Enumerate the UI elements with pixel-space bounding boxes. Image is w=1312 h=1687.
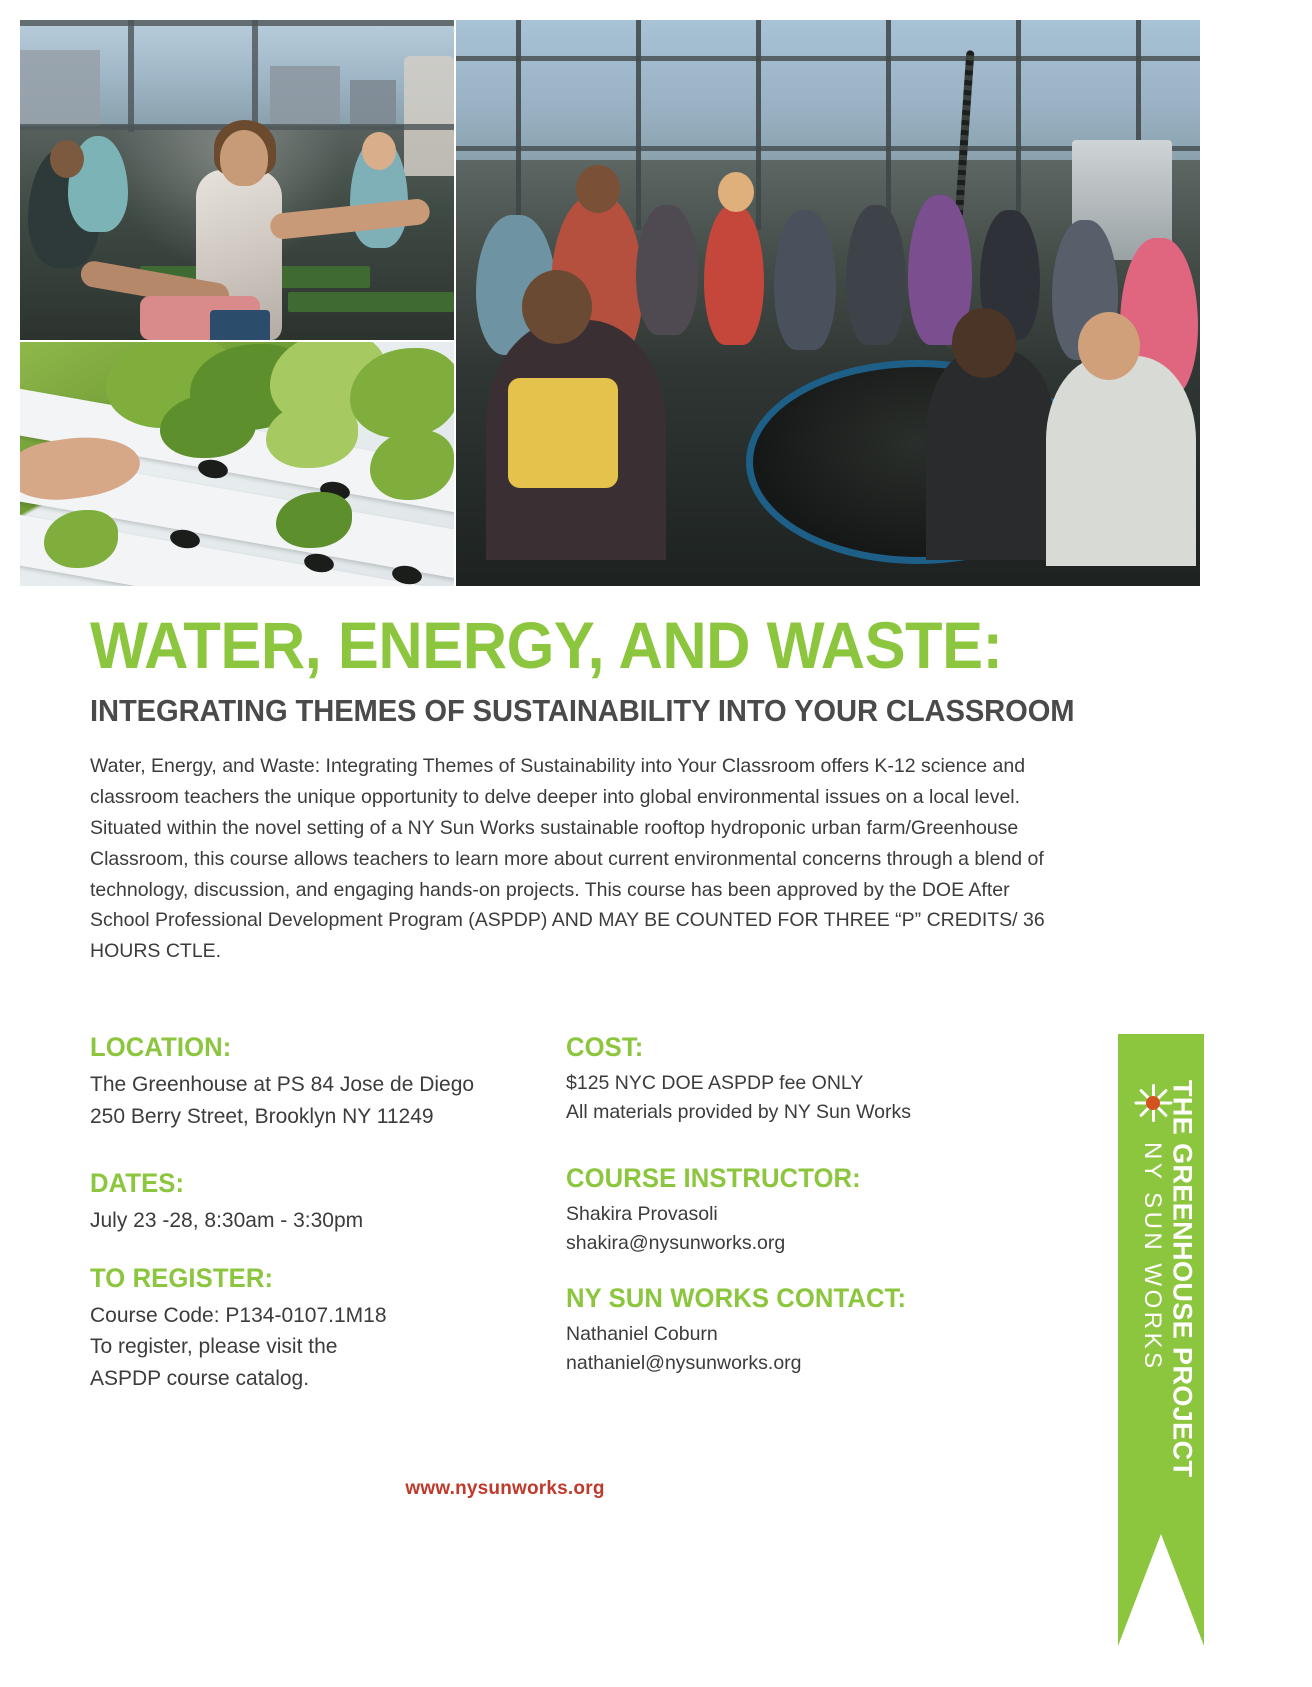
register-line-3: ASPDP course catalog. <box>90 1366 310 1390</box>
photo-1-building <box>270 66 340 126</box>
cost-heading: COST: <box>566 1032 644 1062</box>
photo-2-frame-bar <box>886 20 891 230</box>
location-heading: LOCATION: <box>90 1032 232 1062</box>
sun-icon <box>1136 1086 1170 1120</box>
course-description: Water, Energy, and Waste: Integrating Themes of Sustainability into Your Classroom offers K-12 science and classroom teachers the unique opportunity to delve deeper into global environmental issues on a local level. Situated within the novel setting of a NY Sun Works sustainable rooftop hydroponic urban farm/Greenhouse Classroom, this course allows teachers to learn more about current environmental concerns through a blend of technology, discussion, and engaging hands-on projects. This course has been approved by the DOE After School Professional Development Program (ASPDP) AND MAY BE COUNTED FOR THREE “P” CREDITS/ 36 HOURS CTLE. <box>90 755 1045 963</box>
photo-2-person-shirt <box>508 378 618 488</box>
contact-name: Nathaniel Coburn <box>566 1323 718 1346</box>
spacer <box>566 1153 990 1163</box>
photo-1-frame-bar <box>128 20 134 132</box>
photo-2-person-head <box>1078 312 1140 380</box>
location-line-1: The Greenhouse at PS 84 Jose de Diego <box>90 1073 475 1096</box>
flyer-content <box>90 608 1220 967</box>
photo-2-person-head <box>522 270 592 344</box>
details-right-column <box>566 1032 990 1394</box>
page-subtitle: INTEGRATING THEMES OF SUSTAINABILITY INTO YOUR CLASSROOM <box>90 693 1075 729</box>
photo-2-person <box>846 205 906 345</box>
photo-2-person <box>636 205 698 335</box>
photo-teachers-around-aquaponics-tank <box>456 20 1200 586</box>
location-block <box>90 1032 566 1132</box>
banner-brand-name: NY SUN WORKS <box>1139 1142 1166 1372</box>
cost-block <box>566 1032 990 1127</box>
greenhouse-project-banner <box>1118 1034 1204 1534</box>
photo-2-person <box>774 210 836 350</box>
register-block <box>90 1263 566 1395</box>
dates-line-1: July 23 -28, 8:30am - 3:30pm <box>90 1209 364 1232</box>
photo-collage <box>20 20 1200 586</box>
instructor-email[interactable]: shakira@nysunworks.org <box>566 1231 786 1254</box>
photo-2-frame-bar <box>456 56 1200 61</box>
photo-hydroponic-lettuce <box>20 342 454 586</box>
dates-block <box>90 1168 566 1237</box>
instructor-heading: COURSE INSTRUCTOR: <box>566 1162 861 1193</box>
photo-2-frame-bar <box>756 20 761 230</box>
banner-project-name: THE GREENHOUSE PROJECT <box>1167 1080 1198 1478</box>
photo-1-silo <box>404 56 454 176</box>
photo-1-frame-bar <box>20 20 454 26</box>
location-line-2: 250 Berry Street, Brooklyn NY 11249 <box>90 1104 434 1128</box>
photo-1-building <box>20 50 100 126</box>
photo-2-person-head <box>952 308 1016 378</box>
instructor-block <box>566 1163 990 1258</box>
cost-line-2: All materials provided by NY Sun Works <box>566 1100 912 1123</box>
instructor-name: Shakira Provasoli <box>566 1202 718 1225</box>
dates-heading: DATES: <box>90 1168 185 1198</box>
cost-line-1: $125 NYC DOE ASPDP fee ONLY <box>566 1072 864 1094</box>
banner-tail <box>1118 1534 1204 1646</box>
register-line-2: To register, please visit the <box>90 1335 338 1358</box>
photo-1-instructor-head <box>220 130 268 186</box>
sun-core <box>1146 1096 1160 1110</box>
photo-2-sky <box>456 20 1200 160</box>
contact-block <box>566 1283 990 1378</box>
photo-2-frame-bar <box>516 20 521 230</box>
page-title: WATER, ENERGY, AND WASTE: <box>90 608 1003 682</box>
course-details <box>90 1032 990 1394</box>
photo-1-table <box>288 292 454 312</box>
photo-2-person-head <box>718 172 754 212</box>
details-left-column <box>90 1032 566 1394</box>
photo-2-person-head <box>576 165 620 213</box>
contact-email[interactable]: nathaniel@nysunworks.org <box>566 1352 802 1375</box>
spacer <box>90 1158 566 1168</box>
photo-2-frame-bar <box>1016 20 1021 230</box>
photo-2-person-foreground <box>1046 356 1196 566</box>
photo-1-person-head <box>50 140 84 178</box>
photo-greenhouse-classroom-workshop <box>20 20 454 340</box>
photo-1-tablet <box>210 310 270 340</box>
register-line-1: Course Code: P134-0107.1M18 <box>90 1303 387 1327</box>
contact-heading: NY SUN WORKS CONTACT: <box>566 1283 907 1314</box>
photo-1-frame-bar <box>252 20 258 132</box>
photo-1-person-head <box>362 132 396 170</box>
banner-inner <box>1118 1034 1204 1534</box>
photo-2-person <box>704 205 764 345</box>
photo-1-building <box>350 80 396 126</box>
footer-website[interactable]: www.nysunworks.org <box>405 1478 605 1499</box>
register-heading: TO REGISTER: <box>90 1262 274 1293</box>
photo-2-person-foreground <box>926 350 1056 560</box>
photo-2-frame-bar <box>636 20 641 230</box>
